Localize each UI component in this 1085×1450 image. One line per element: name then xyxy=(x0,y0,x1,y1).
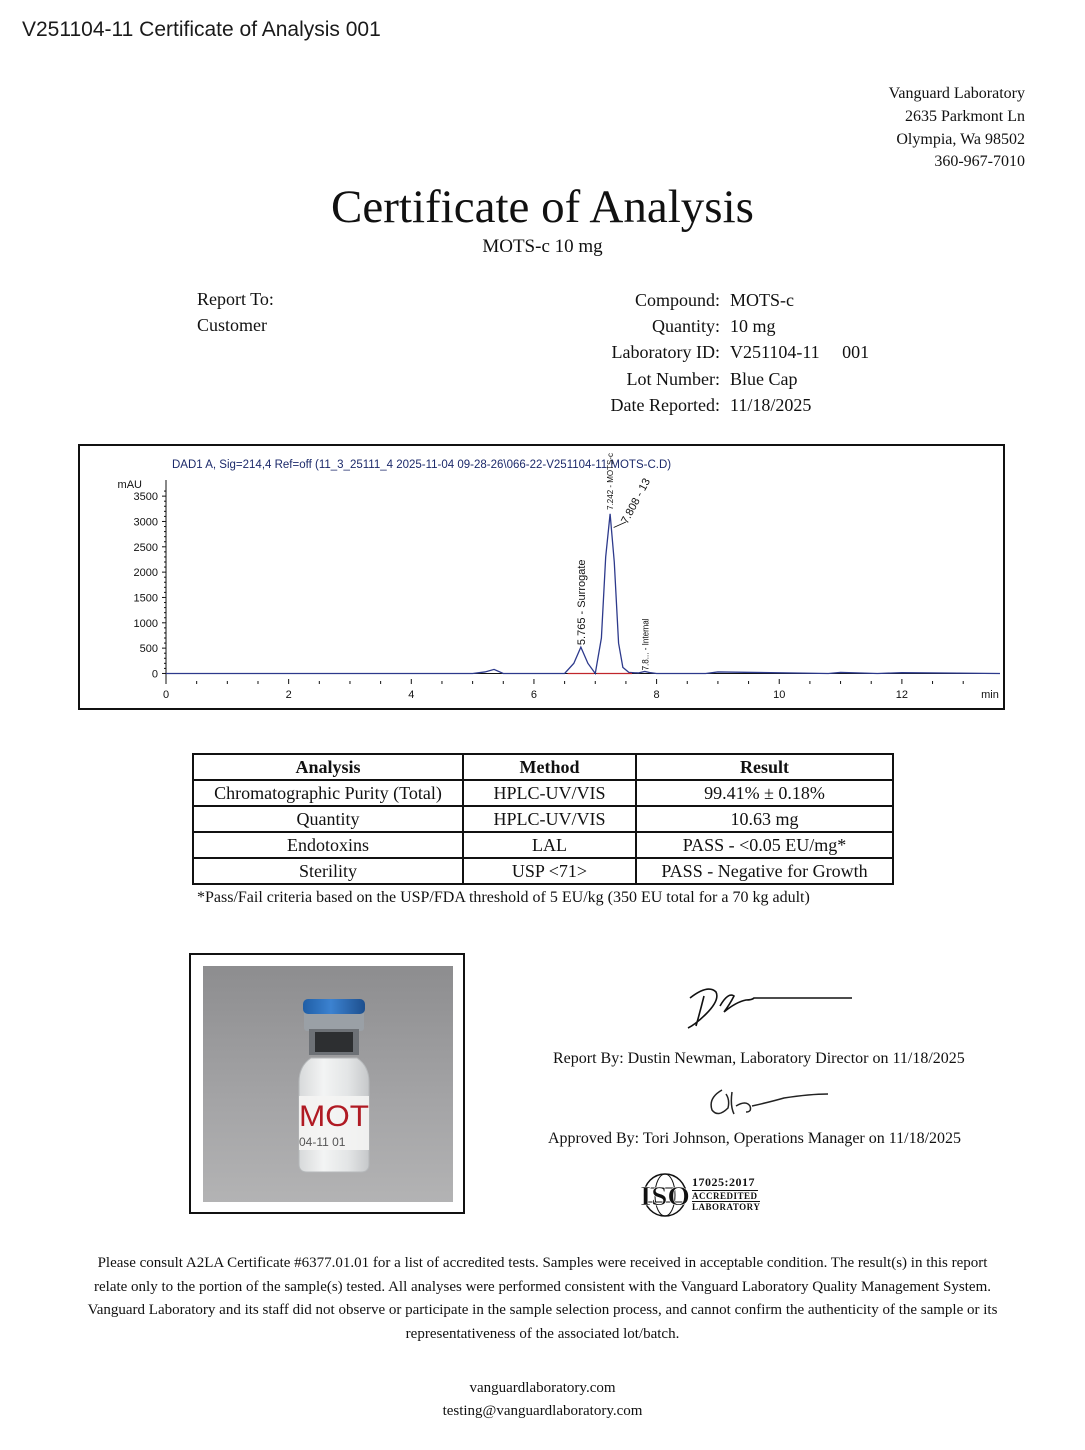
peak-label: 7.8... - Internal xyxy=(640,612,651,671)
certificate-title: Certificate of Analysis xyxy=(331,181,754,233)
x-tick-label: 4 xyxy=(408,689,415,701)
row-method: HPLC-UV/VIS xyxy=(463,780,636,806)
lab-phone: 360-967-7010 xyxy=(934,153,1025,170)
disclaimer: Please consult A2LA Certificate #6377.01.01 for a list of accredited tests. Samples were received in acceptable condition. The result(s) in this report relate only to the portion of the sample(s) tested. All analyses were performed consistent with the Vanguard Laboratory Quality Management System. Vanguard Laboratory and its staff did not observe or participate in the sample selection process, and cannot confirm the authenticity of the sample or its representativeness of the associated lot/batch. xyxy=(87,1255,998,1342)
x-tick-label: 2 xyxy=(285,689,292,701)
row-result: 99.41% ± 0.18% xyxy=(636,780,893,806)
header-result: Result xyxy=(636,754,893,780)
peak-label: 7.242 - MOTS-c xyxy=(606,452,616,510)
approved-by-line: Approved By: Tori Johnson, Operations Manager on 11/18/2025 xyxy=(548,1130,962,1147)
lot-number-label: Lot Number: xyxy=(626,369,720,389)
peak-label: 7.808 - 13 xyxy=(619,476,654,526)
row-result: 10.63 mg xyxy=(636,806,893,832)
chromatogram xyxy=(78,444,1005,710)
results-table xyxy=(192,753,894,885)
footer-website: vanguardlaboratory.com xyxy=(469,1380,616,1396)
date-reported-value: 11/18/2025 xyxy=(730,395,812,415)
compound-label: Compound: xyxy=(634,290,720,310)
y-tick-label: 3000 xyxy=(133,516,158,529)
manager-signature-icon xyxy=(700,1080,840,1122)
quantity-label: Quantity: xyxy=(652,316,720,336)
header-analysis: Analysis xyxy=(193,754,463,780)
director-signature-icon xyxy=(680,978,860,1036)
lab-street: 2635 Parkmont Ln xyxy=(905,108,1025,125)
table-row xyxy=(193,806,893,832)
header-method: Method xyxy=(463,754,636,780)
row-analysis: Sterility xyxy=(193,858,463,884)
chart-title: DAD1 A, Sig=214,4 Ref=off (11_3_25111_4 2025-11-04 09-28-26\066-22-V251104-11 MOTS-C.D) xyxy=(172,459,672,471)
row-analysis: Endotoxins xyxy=(193,832,463,858)
compound-value: MOTS-c xyxy=(730,290,794,310)
document-title: V251104-11 Certificate of Analysis 001 xyxy=(22,18,381,41)
row-result: PASS - Negative for Growth xyxy=(636,858,893,884)
y-tick-label: 1000 xyxy=(133,617,158,630)
y-tick-label: 2000 xyxy=(133,567,158,580)
y-tick-label: 0 xyxy=(151,668,158,681)
iso-laboratory: LABORATORY xyxy=(692,1202,761,1212)
x-tick-label: 10 xyxy=(773,689,786,701)
x-tick-label: 8 xyxy=(653,689,660,701)
table-row xyxy=(193,832,893,858)
y-tick-label: 1500 xyxy=(133,592,158,605)
lot-number-value: Blue Cap xyxy=(730,369,798,389)
iso-mark: ISO xyxy=(640,1181,690,1211)
sample-photo-frame xyxy=(189,953,465,1214)
row-method: USP <71> xyxy=(463,858,636,884)
x-axis-label: min xyxy=(981,689,999,701)
iso-standard: 17025:2017 xyxy=(692,1175,755,1189)
sample-vial-photo xyxy=(203,966,453,1202)
table-row xyxy=(193,780,893,806)
vial-label-code: 04-11 01 xyxy=(299,1135,346,1149)
certificate-subtitle: MOTS-c 10 mg xyxy=(482,236,603,257)
row-analysis: Quantity xyxy=(193,806,463,832)
quantity-value: 10 mg xyxy=(730,316,776,336)
x-tick-label: 6 xyxy=(530,689,538,701)
y-tick-label: 3500 xyxy=(133,491,158,504)
report-to-value: Customer xyxy=(197,315,267,335)
x-tick-label: 0 xyxy=(162,689,170,701)
iso-globe-icon xyxy=(636,1172,694,1218)
row-result: PASS - <0.05 EU/mg* xyxy=(636,832,893,858)
lab-id-label: Laboratory ID: xyxy=(611,342,720,362)
peak-label: 5.765 - Surrogate xyxy=(575,559,588,646)
vial-label-name: MOT xyxy=(299,1100,369,1133)
table-header-row xyxy=(193,754,893,780)
x-tick-label: 12 xyxy=(895,689,909,701)
footer-email: testing@vanguardlaboratory.com xyxy=(442,1403,643,1419)
y-tick-label: 2500 xyxy=(133,541,158,554)
row-method: LAL xyxy=(463,832,636,858)
y-axis-label: mAU xyxy=(117,479,142,491)
chromatogram-plot xyxy=(80,446,1003,708)
report-by-line: Report By: Dustin Newman, Laboratory Director on 11/18/2025 xyxy=(553,1050,965,1067)
date-reported-label: Date Reported: xyxy=(610,395,720,415)
table-row xyxy=(193,858,893,884)
row-analysis: Chromatographic Purity (Total) xyxy=(193,780,463,806)
endotoxin-footnote: *Pass/Fail criteria based on the USP/FDA threshold of 5 EU/kg (350 EU total for a 70 kg adult) xyxy=(197,889,810,906)
y-tick-label: 500 xyxy=(139,643,158,656)
lab-name: Vanguard Laboratory xyxy=(888,85,1025,102)
lab-city: Olympia, Wa 98502 xyxy=(896,131,1025,148)
vial-icon xyxy=(203,966,453,1202)
lab-id-value: V251104-11 001 xyxy=(730,342,870,362)
iso-accreditation-badge xyxy=(636,1172,776,1218)
report-to-label: Report To: xyxy=(197,289,274,309)
row-method: HPLC-UV/VIS xyxy=(463,806,636,832)
iso-accredited: ACCREDITED xyxy=(692,1191,758,1201)
